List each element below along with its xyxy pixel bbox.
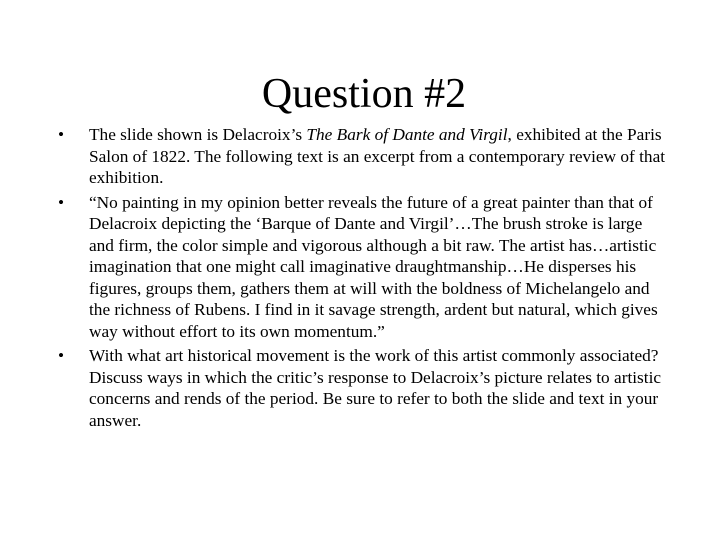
bullet-text xyxy=(89,125,665,187)
bullet-icon: • xyxy=(58,192,65,212)
painting-title: The Bark of Dante and Virgil xyxy=(306,125,508,144)
critic-quote: “No painting in my opinion better reveals the future of a great painter than that of Delacroix depicting the ‘Barque of Dante and Virgil’…The brush stroke is large and firm, the color simple and vigorous although a bit raw. The artist has…artistic imagination that one might call imaginative draughtmanship…He disperses his figures, groups them, gathers them at will with the boldness of Michelangelo and the richness of Rubens. I find in it savage strength, ardent but natural, which gives way without effort to its own momentum.” xyxy=(89,192,658,341)
bullet-text-after: , exhibited at the Paris Salon of 1822. The following text is an excerpt from a contemporary review of that exhibition. xyxy=(89,125,666,187)
bullet-icon: • xyxy=(58,346,65,365)
question-text: With what art historical movement is the work of this artist commonly associated? Discuss ways in which the critic’s response to Delacroix’s picture relates to artistic concerns and rends of the period. Be sure to refer to both the slide and text in your answer. xyxy=(89,346,662,430)
bullet-item-context xyxy=(58,124,668,189)
slide-title: Question #2 xyxy=(261,71,467,118)
bullet-list xyxy=(58,124,668,434)
bullet-icon: • xyxy=(58,125,65,144)
bullet-text-before: The slide shown is Delacroix’s xyxy=(89,125,307,144)
bullet-item-quote xyxy=(58,192,668,343)
bullet-item-question xyxy=(58,345,668,431)
